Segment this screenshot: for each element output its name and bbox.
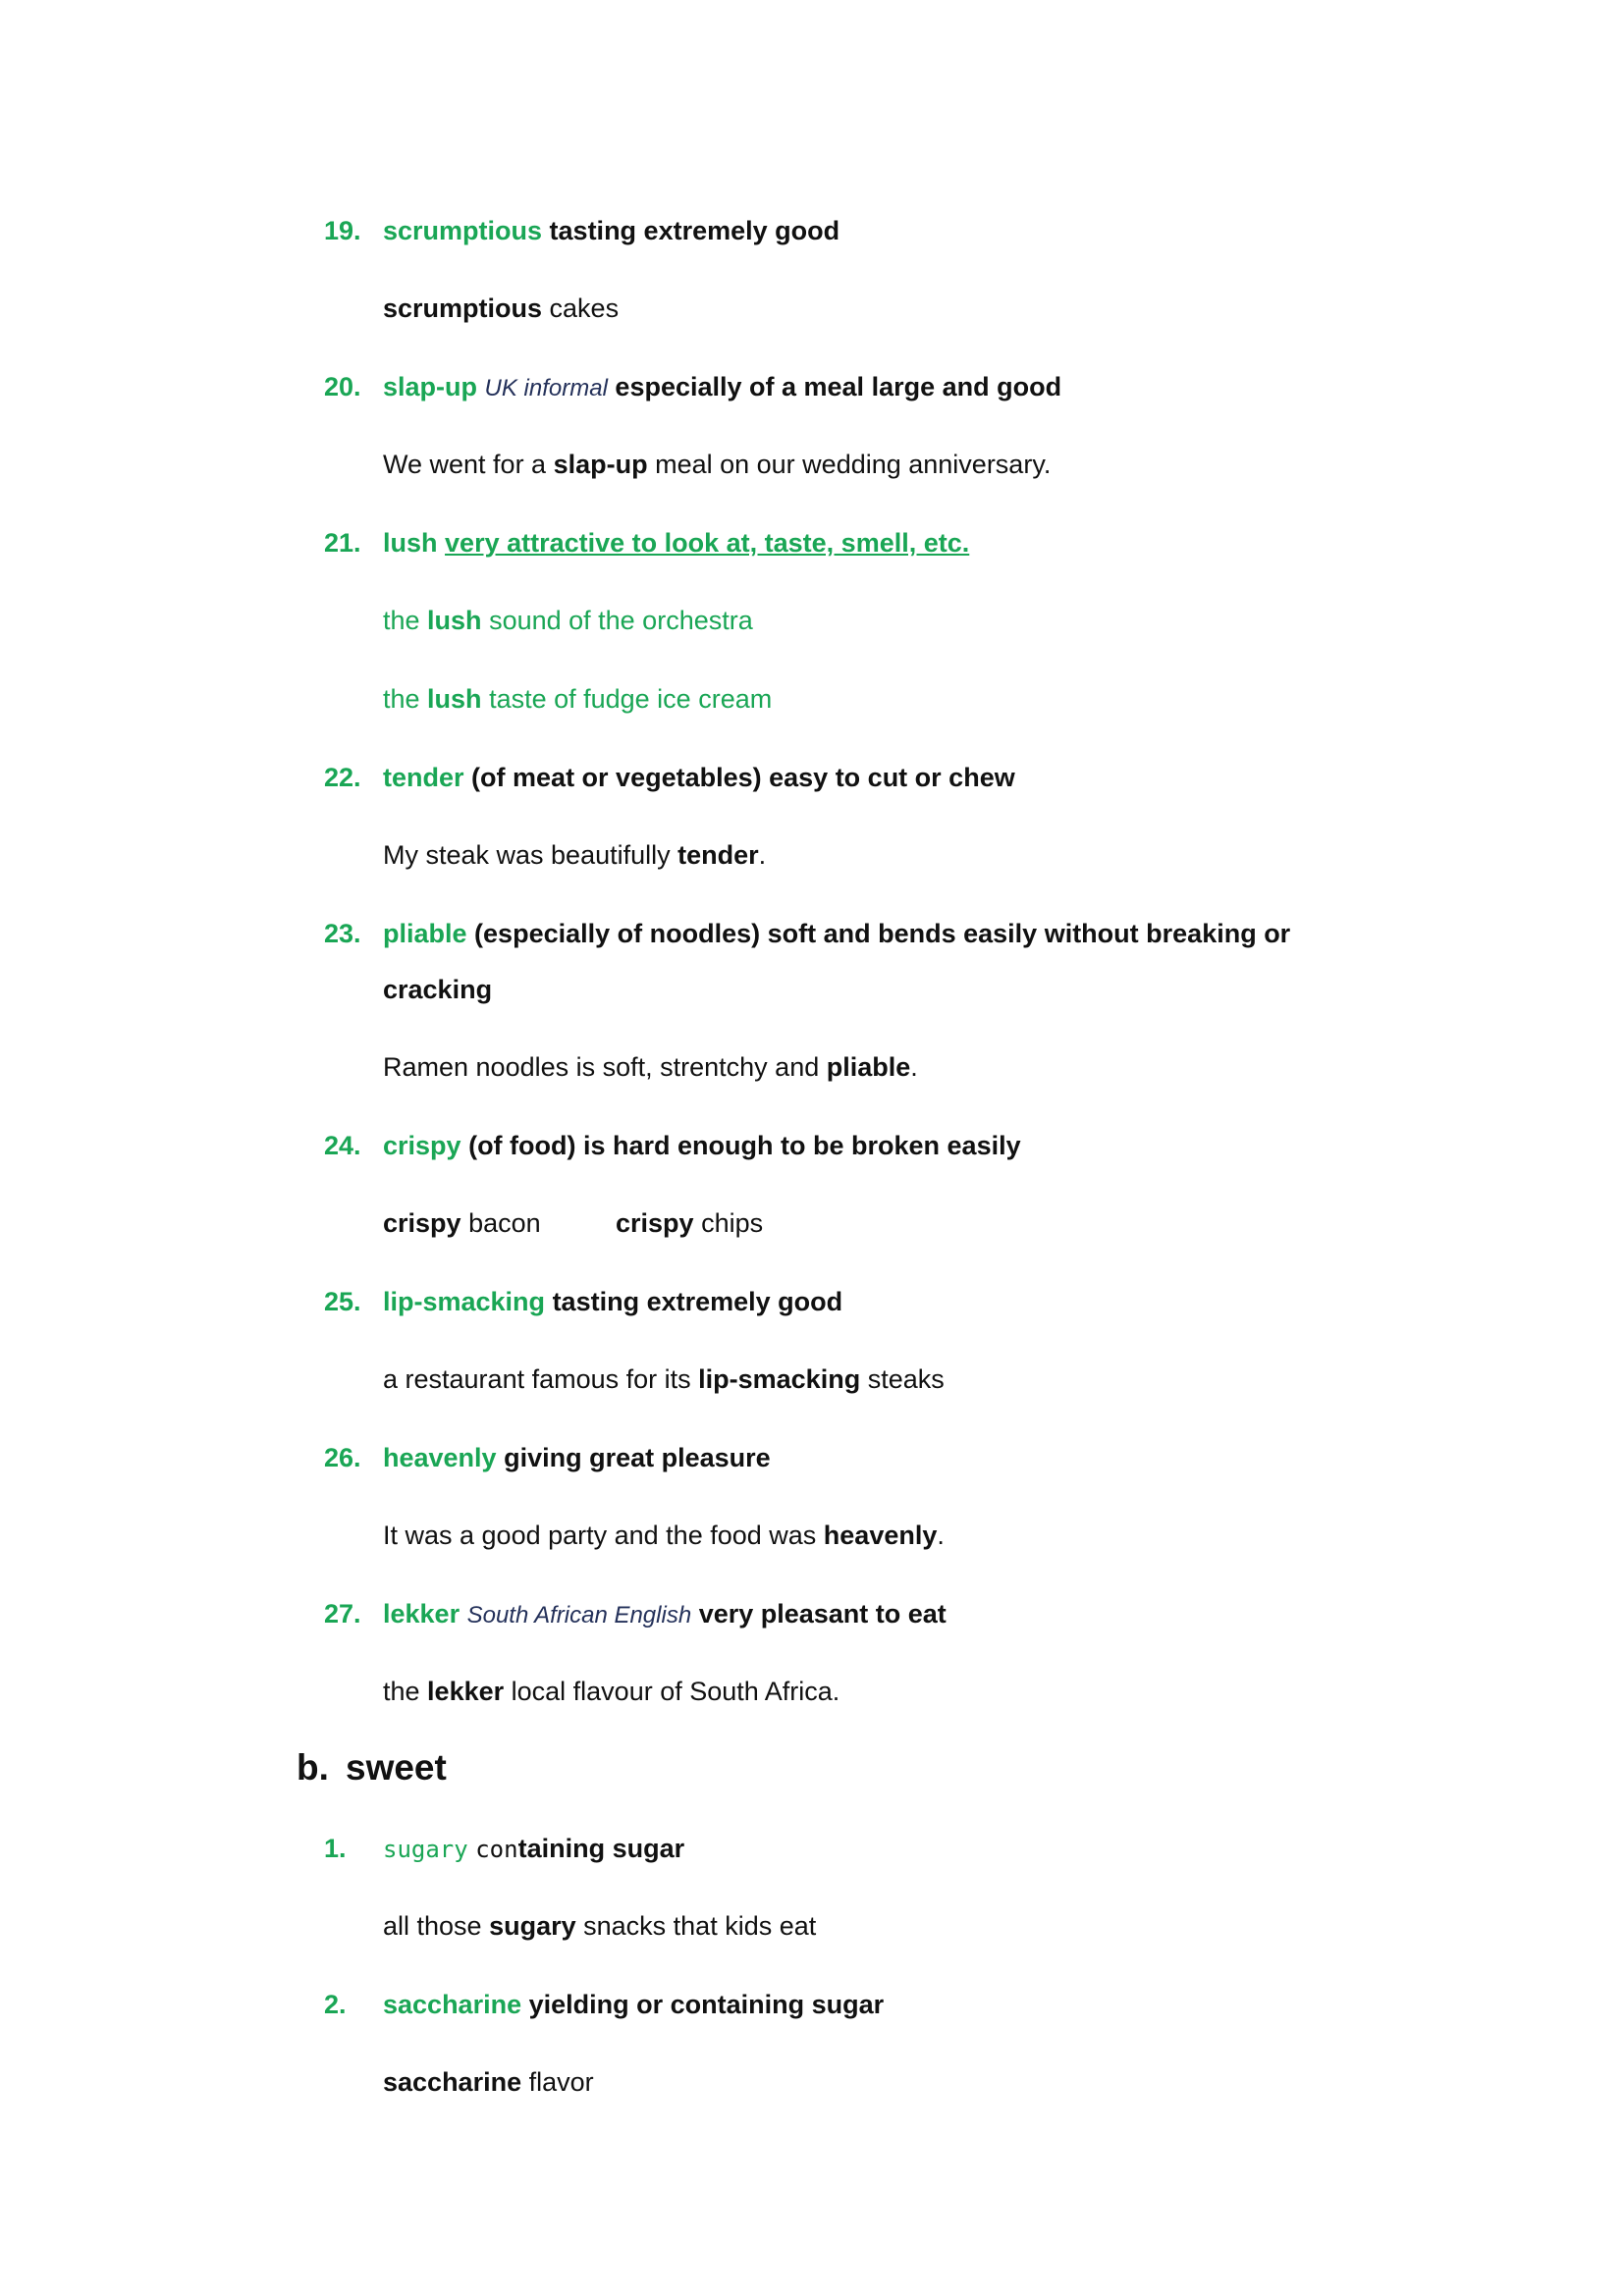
example-before: the [383, 684, 428, 714]
entry-heading [383, 1285, 842, 1318]
example-after: meal on our wedding anniversary. [647, 450, 1052, 479]
headword: lip-smacking [383, 1287, 546, 1316]
entry-heading [383, 917, 1290, 950]
example-sentence [616, 1206, 763, 1240]
example-after: chips [693, 1208, 764, 1238]
definition: very pleasant to eat [698, 1599, 947, 1629]
headword: heavenly [383, 1443, 497, 1472]
example-sentence [383, 682, 772, 716]
entry-number: 2. [324, 1990, 347, 2019]
definition: giving great pleasure [504, 1443, 771, 1472]
entry-number: 1. [324, 1834, 347, 1863]
definition: (of food) is hard enough to be broken easily [468, 1131, 1021, 1160]
definition: tasting extremely good [549, 216, 840, 245]
example-bold: lekker [427, 1677, 505, 1706]
example-before: It was a good party and the food was [383, 1521, 824, 1550]
example-after: . [937, 1521, 945, 1550]
entry-number: 23. [324, 919, 361, 948]
example-before: all those [383, 1911, 490, 1941]
example-sentence [383, 838, 766, 872]
entry-heading [383, 761, 1015, 794]
example-after: taste of fudge ice cream [481, 684, 773, 714]
example-bold: heavenly [823, 1521, 938, 1550]
entry-number: 22. [324, 763, 361, 792]
definition: taining sugar [517, 1834, 685, 1863]
example-sentence [383, 2065, 594, 2099]
example-after: steaks [860, 1364, 945, 1394]
section-letter: b. [297, 1747, 329, 1788]
definition: very attractive to look at, taste, smell, etc. [445, 528, 970, 558]
example-sentence [383, 604, 753, 637]
example-bold: scrumptious [383, 294, 543, 323]
example-bold: saccharine [383, 2067, 522, 2097]
example-sentence [383, 292, 619, 325]
entry-number: 24. [324, 1131, 361, 1160]
headword: tender [383, 763, 464, 792]
example-after: . [910, 1052, 918, 1082]
example-sentence [383, 1675, 839, 1708]
example-before: the [383, 606, 428, 635]
entry-heading [383, 1129, 1021, 1162]
headword: lush [383, 528, 438, 558]
example-after: cakes [542, 294, 620, 323]
headword: lekker [383, 1599, 460, 1629]
definition: especially of a meal large and good [615, 372, 1062, 401]
example-bold: lush [427, 684, 482, 714]
example-bold: tender [677, 840, 759, 870]
example-bold: lush [427, 606, 482, 635]
section-heading [297, 1746, 447, 1789]
example-sentence [383, 1519, 945, 1552]
entry-number: 26. [324, 1443, 361, 1472]
headword: sugary [383, 1836, 468, 1863]
example-sentence [383, 448, 1051, 481]
headword: crispy [383, 1131, 461, 1160]
entry-number: 21. [324, 528, 361, 558]
entry-heading [383, 1988, 884, 2021]
register-label: South African English [466, 1602, 692, 1629]
entry-heading [383, 370, 1061, 405]
example-after: bacon [460, 1208, 541, 1238]
example-sentence [383, 1362, 945, 1396]
headword: slap-up [383, 372, 478, 401]
entry-heading [383, 214, 839, 247]
entry-heading [383, 1597, 947, 1632]
headword: pliable [383, 919, 467, 948]
example-after: snacks that kids eat [575, 1911, 817, 1941]
example-after: . [758, 840, 767, 870]
entry-number: 25. [324, 1287, 361, 1316]
example-bold: sugary [489, 1911, 576, 1941]
example-after: flavor [521, 2067, 594, 2097]
definition-mono-part: con [475, 1836, 518, 1863]
example-bold: lip-smacking [698, 1364, 861, 1394]
entry-heading [383, 1441, 771, 1474]
entry-number: 19. [324, 216, 361, 245]
headword: scrumptious [383, 216, 543, 245]
headword: saccharine [383, 1990, 522, 2019]
example-after: local flavour of South Africa. [504, 1677, 840, 1706]
example-bold: slap-up [553, 450, 648, 479]
example-before: Ramen noodles is soft, strentchy and [383, 1052, 827, 1082]
entry-heading [383, 1832, 684, 1866]
example-before: the [383, 1677, 428, 1706]
entry-number: 20. [324, 372, 361, 401]
example-bold: pliable [826, 1052, 911, 1082]
example-before: My steak was beautifully [383, 840, 678, 870]
example-sentence [383, 1050, 918, 1084]
definition: (especially of noodles) soft and bends easily without breaking or [474, 919, 1291, 948]
entry-number: 27. [324, 1599, 361, 1629]
section-title: sweet [346, 1747, 447, 1788]
example-bold: crispy [616, 1208, 694, 1238]
register-label: UK informal [484, 375, 608, 401]
definition: (of meat or vegetables) easy to cut or chew [471, 763, 1015, 792]
example-sentence [383, 1909, 816, 1943]
definition: yielding or containing sugar [528, 1990, 885, 2019]
example-after: sound of the orchestra [481, 606, 753, 635]
example-before: a restaurant famous for its [383, 1364, 699, 1394]
definition-continued: cracking [383, 975, 493, 1004]
definition: tasting extremely good [552, 1287, 843, 1316]
example-before: We went for a [383, 450, 554, 479]
example-sentence [383, 1206, 541, 1240]
entry-heading [383, 526, 969, 560]
example-bold: crispy [383, 1208, 461, 1238]
